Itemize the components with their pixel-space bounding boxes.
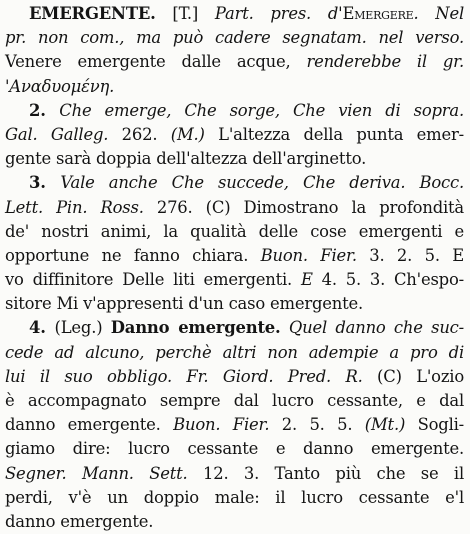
entry-text-run: sitore Mi v'appresenti d'un caso emergente. bbox=[5, 294, 364, 314]
italic-text: Buon. Fier. bbox=[173, 415, 270, 435]
entry-line bbox=[5, 2, 464, 26]
italic-text: pr. non com., ma può cadere segnatam. nel verso. bbox=[5, 28, 464, 48]
entry-line bbox=[5, 462, 464, 486]
entry-line bbox=[5, 196, 464, 220]
entry-line bbox=[5, 413, 464, 437]
italic-text: Quel danno che suc- bbox=[280, 318, 464, 338]
bold-term: Danno emergente. bbox=[110, 318, 281, 338]
italic-text: 'Αναδυομένη. bbox=[5, 76, 115, 96]
italic-text: (Mt.) bbox=[364, 415, 406, 435]
entry-line bbox=[5, 220, 464, 244]
entry-line bbox=[5, 123, 464, 147]
entry-text-run: de' nostri animi, la qualità delle cose emergenti e bbox=[5, 221, 464, 241]
entry-text-run: Venere emergente dalle acque, bbox=[5, 52, 307, 72]
entry-line bbox=[5, 99, 464, 123]
entry-text-run: 12. 3. Tanto più che se il bbox=[187, 463, 464, 483]
entry-text-run: è accompagnato sempre dal lucro cessante, e dal bbox=[5, 391, 464, 410]
entry-text-run: gente sarà doppia dell'altezza dell'arginetto. bbox=[5, 149, 367, 169]
entry-line bbox=[5, 75, 464, 99]
entry-text-run: L'altezza della punta emer- bbox=[204, 124, 464, 144]
italic-text: cede ad alcuno, perchè altri non adempie a pro di bbox=[5, 342, 464, 362]
entry-text-run: opportune ne fanno chiara. bbox=[5, 245, 261, 265]
italic-text: Lett. Pin. Ross. bbox=[5, 197, 144, 217]
italic-text: renderebbe il gr. bbox=[306, 52, 464, 72]
entry-text-run: 2. 5. 5. bbox=[269, 415, 365, 435]
italic-text: Che emerge, Che sorge, Che vien di sopra. bbox=[59, 100, 464, 120]
italic-text: E bbox=[300, 270, 313, 290]
entry-line bbox=[5, 341, 464, 365]
entry-text-run: perdi, v'è un doppio male: il lucro cessante e'l bbox=[5, 487, 464, 507]
sense-number: 3. bbox=[29, 173, 61, 193]
italic-text: Buon. Fier. bbox=[260, 245, 357, 265]
entry-text bbox=[5, 2, 464, 534]
entry-line bbox=[5, 147, 464, 171]
entry-line bbox=[5, 389, 464, 413]
entry-text-run: 4. 5. 3. Ch'espo- bbox=[312, 270, 464, 290]
entry-text-run: Sogli- bbox=[405, 415, 464, 435]
entry-text-run: [T.] bbox=[155, 4, 215, 23]
entry-line bbox=[5, 26, 464, 50]
entry-line bbox=[5, 437, 464, 461]
italic-text: Part. pres. d' bbox=[214, 4, 343, 23]
entry-text-run: (C) L'ozio bbox=[362, 366, 464, 386]
italic-text: (M.) bbox=[170, 124, 205, 144]
small-caps-text: Emergere bbox=[342, 4, 414, 23]
entry-line bbox=[5, 244, 464, 268]
italic-text: Vale anche Che succede, Che deriva. Bocc. bbox=[60, 173, 465, 193]
entry-text-run: (Leg.) bbox=[54, 318, 111, 338]
entry-text-run: danno emergente. bbox=[5, 511, 154, 531]
entry-text-run: 262. bbox=[108, 124, 171, 144]
bold-term: EMERGENTE. bbox=[29, 4, 156, 23]
entry-line bbox=[5, 50, 464, 74]
italic-text: lui il suo obbligo. Fr. Giord. Pred. R. bbox=[5, 366, 363, 386]
italic-text: Gal. Galleg. bbox=[5, 124, 109, 144]
italic-text: Segner. Mann. Sett. bbox=[5, 463, 188, 483]
entry-line bbox=[5, 268, 464, 292]
sense-number: 4. bbox=[29, 318, 55, 338]
entry-line bbox=[5, 316, 464, 340]
entry-text-run: vo diffinitore Delle liti emergenti. bbox=[5, 270, 301, 290]
italic-text: . Nel bbox=[413, 4, 464, 23]
entry-text-run: 276. (C) Dimostrano la profondità bbox=[143, 197, 465, 217]
entry-line bbox=[5, 292, 464, 316]
entry-line bbox=[5, 365, 464, 389]
sense-number: 2. bbox=[29, 100, 60, 120]
entry-text-run: giamo dire: lucro cessante e danno emergente. bbox=[5, 439, 464, 459]
entry-line bbox=[5, 171, 464, 195]
entry-text-run: 3. 2. 5. E bbox=[356, 245, 464, 265]
entry-line bbox=[5, 510, 464, 534]
entry-line bbox=[5, 486, 464, 510]
entry-text-run: danno emergente. bbox=[5, 415, 174, 435]
